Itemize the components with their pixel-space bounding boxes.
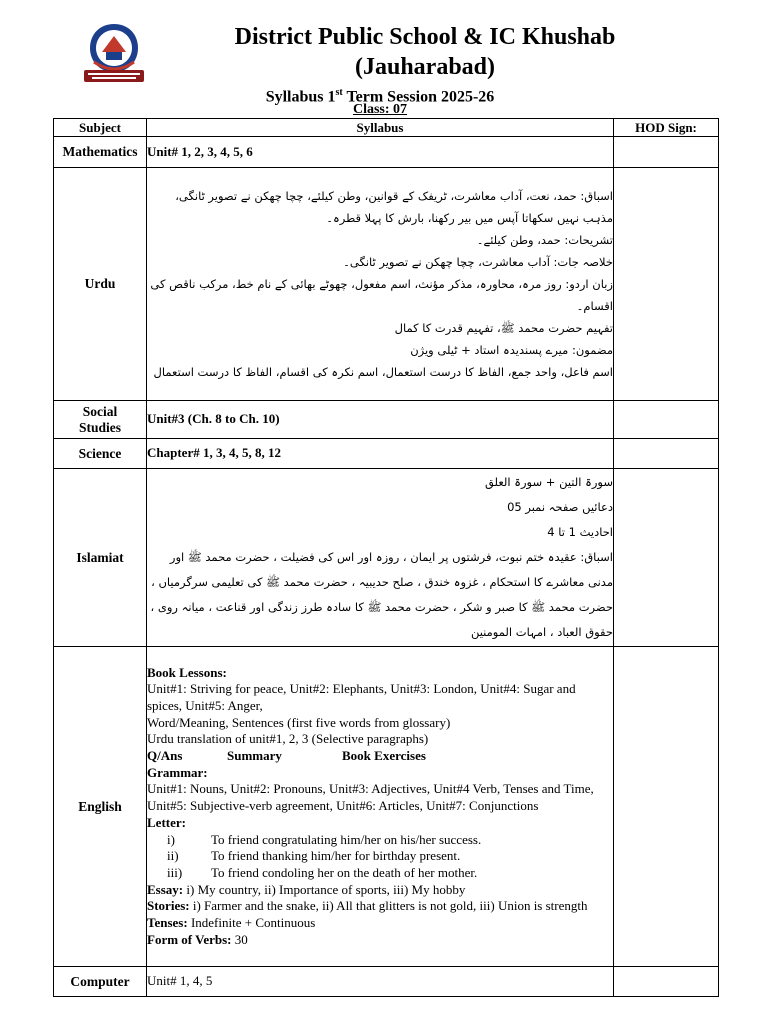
subject-social-studies: Social Studies	[54, 401, 147, 439]
syllabus-computer: Unit# 1, 4, 5	[147, 967, 614, 997]
table-header-row	[54, 119, 719, 137]
letter-item: ii) To friend thanking him/her for birthday present.	[167, 848, 461, 864]
subject-science: Science	[54, 439, 147, 469]
hod-sign-english	[614, 647, 719, 967]
hod-sign-islamiat	[614, 469, 719, 647]
header-subject: Subject	[54, 119, 147, 137]
subject-islamiat: Islamiat	[54, 469, 147, 647]
hod-sign-mathematics	[614, 137, 719, 168]
urdu-line: اسباق: حمد، نعت، آداب معاشرت، ٹریفک کے قوانین، وطن کیلئے، چچا چھکن نے تصویر ٹانگی، مذہب نہیں سکھاتا آپس میں بیر رکھنا، بارش کا پہلا قطرہ۔	[175, 189, 613, 225]
header-hod-sign: HOD Sign:	[614, 119, 719, 137]
letter-label: Letter:	[147, 814, 186, 830]
syllabus-table	[53, 118, 719, 997]
subject-mathematics: Mathematics	[54, 137, 147, 168]
table-row-urdu	[54, 168, 719, 401]
subject-urdu: Urdu	[54, 168, 147, 401]
islamiat-line: سورۃ التین + سورۃ العلق	[484, 475, 613, 489]
grammar-label: Grammar:	[147, 764, 208, 780]
subject-english: English	[54, 647, 147, 967]
hod-sign-science	[614, 439, 719, 469]
word-meaning: Word/Meaning, Sentences (first five words from glossary)	[147, 714, 451, 730]
table-row-mathematics	[54, 137, 719, 168]
header-syllabus: Syllabus	[147, 119, 614, 137]
letter-item: i) To friend congratulating him/her on his/her success.	[167, 831, 482, 847]
urdu-line: تشریحات: حمد، وطن کیلئے۔	[476, 233, 613, 247]
urdu-line: زبان اردو: روز مرہ، محاورہ، مذکر مؤنث، اسم مفعول، چھوٹے بھائی کے نام خط، مرکب ناقص کی اقسام۔	[150, 277, 613, 313]
hod-sign-social-studies	[614, 401, 719, 439]
urdu-line: اسم فاعل، واحد جمع، الفاظ کا درست استعمال، اسم نکرہ کی اقسام، الفاظ کا درست استعمال	[153, 365, 613, 379]
book-lessons-label: Book Lessons:	[147, 664, 227, 680]
class-label: Class: 07	[352, 102, 408, 117]
qa-summary-exercises: Q/Ans Summary Book Exercises	[147, 748, 426, 764]
school-location: (Jauharabad)	[354, 54, 496, 80]
verbs-line: Form of Verbs: 30	[147, 931, 248, 947]
urdu-line: خلاصہ جات: آداب معاشرت، چچا چھکن نے تصویر ٹانگی۔	[343, 255, 613, 269]
syllabus-islamiat	[147, 469, 614, 647]
letter-item: iii) To friend condoling her on the death of her mother.	[167, 864, 478, 880]
table-row-islamiat	[54, 469, 719, 647]
urdu-line: تفہیم حضرت محمد ﷺ، تفہیم قدرت کا کمال	[394, 321, 613, 335]
subject-computer: Computer	[54, 967, 147, 997]
syllabus-english	[147, 647, 614, 967]
table-row-computer	[54, 967, 719, 997]
school-crest-logo	[80, 22, 148, 84]
school-name: District Public School & IC Khushab	[234, 24, 616, 50]
urdu-line: مضمون: میرے پسندیدہ استاد + ٹیلی ویژن	[410, 343, 613, 357]
hod-sign-computer	[614, 967, 719, 997]
table-row-english	[54, 647, 719, 967]
hod-sign-urdu	[614, 168, 719, 401]
syllabus-science: Chapter# 1, 3, 4, 5, 8, 12	[147, 439, 614, 469]
syllabus-urdu	[147, 168, 614, 401]
essay-line: Essay: i) My country, ii) Importance of sports, iii) My hobby	[147, 881, 466, 897]
islamiat-line: دعائیں صفحہ نمبر 05	[507, 500, 613, 514]
stories-line: Stories: i) Farmer and the snake, ii) All that glitters is not gold, iii) Union is strength	[147, 898, 588, 914]
table-row-science	[54, 439, 719, 469]
syllabus-mathematics: Unit# 1, 2, 3, 4, 5, 6	[147, 137, 614, 168]
syllabus-social-studies: Unit#3 (Ch. 8 to Ch. 10)	[147, 401, 614, 439]
islamiat-line: اسباق: عقیدہ ختم نبوت، فرشتوں پر ایمان ، روزہ اور اس کی فضیلت ، حضرت محمد ﷺ اور مدنی معاشرے کا استحکام ، غزوہ خندق ، صلح حدیبیہ ، حضرت محمد ﷺ کی تعلیمی سرگرمیاں ، حضرت محمد ﷺ کا صبر و شکر ، حضرت محمد ﷺ کا سادہ طرز زندگی اور قناعت ، میانہ روی ، حقوق العباد ، امہات المومنین	[150, 550, 613, 639]
book-lessons-units: Unit#1: Striving for peace, Unit#2: Elephants, Unit#3: London, Unit#4: Sugar and spices, Unit#5: Anger,	[147, 681, 576, 713]
tenses-line: Tenses: Indefinite + Continuous	[147, 915, 316, 931]
session-title: Syllabus 1st Term Session 2025-26	[265, 87, 495, 106]
grammar-units: Unit#1: Nouns, Unit#2: Pronouns, Unit#3: Adjectives, Unit#4 Verb, Tenses and Time, Unit#5: Subjective-verb agreement, Unit#6: Articles, Unit#7: Conjunctions	[147, 781, 594, 814]
islamiat-line: احادیث 1 تا 4	[547, 525, 613, 539]
urdu-translation: Urdu translation of unit#1, 2, 3 (Selective paragraphs)	[147, 731, 429, 747]
table-row-social-studies	[54, 401, 719, 439]
